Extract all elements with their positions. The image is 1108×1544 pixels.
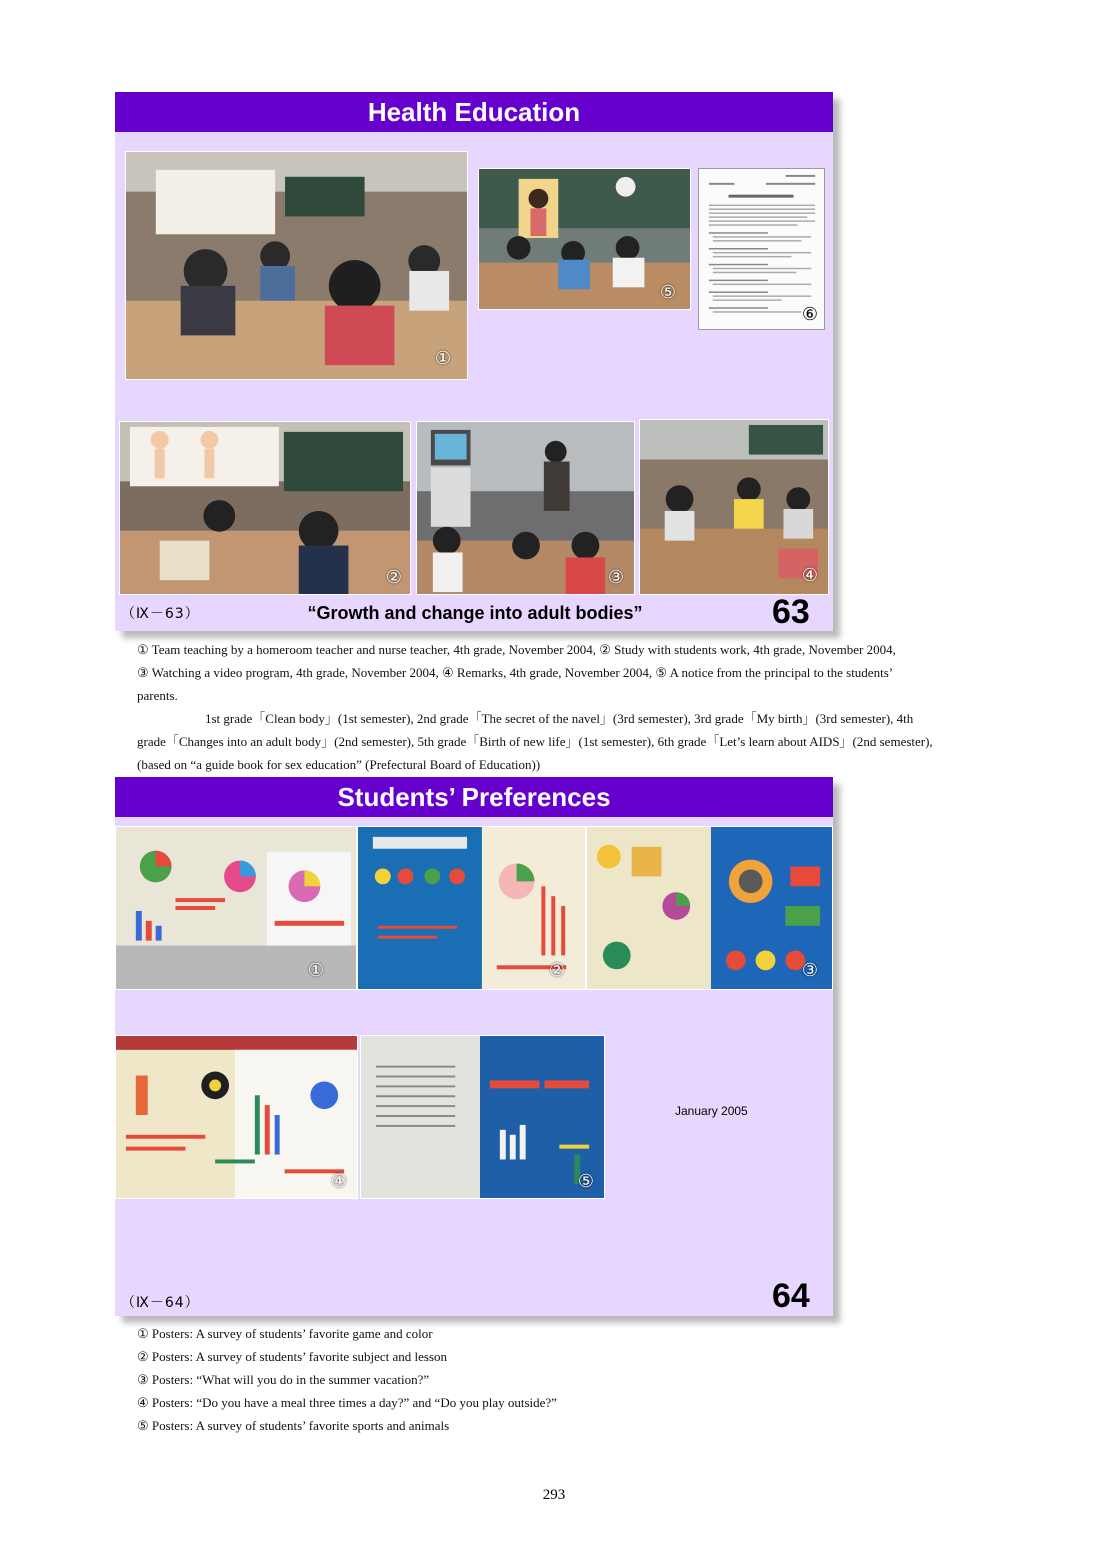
caption-line: ① Posters: A survey of students’ favorite game and color: [137, 1326, 433, 1341]
caption-line: 1st grade「Clean body」(1st semester), 2nd grade「The secret of the navel」(3rd semester), 3rd grade「My birth」(3rd semester), 4th: [205, 711, 914, 726]
photo-number: ④: [801, 565, 818, 586]
photo-number: ②: [385, 567, 402, 588]
caption-line: parents.: [137, 688, 178, 703]
photo-number: ④: [330, 1171, 347, 1192]
slide-health-education: [115, 92, 833, 631]
classroom-photo-1: [125, 151, 468, 380]
poster-photo-5: [360, 1035, 605, 1199]
caption-line: ③ Posters: “What will you do in the summer vacation?”: [137, 1372, 430, 1387]
slide-code: （Ⅸ－64）: [121, 1295, 200, 1311]
classroom-photo-2: [119, 421, 411, 595]
caption-line: ③ Watching a video program, 4th grade, November 2004, ④ Remarks, 4th grade, November 2004, ⑤ A notice from the principal to the students’: [137, 665, 894, 680]
photo-number: ⑤: [659, 282, 676, 303]
classroom-photo-3: [416, 421, 635, 595]
notice-document-photo-6: [698, 168, 825, 330]
photo-number: ①: [307, 960, 324, 981]
caption-line: ① Team teaching by a homeroom teacher and nurse teacher, 4th grade, November 2004, ② Study with students work, 4th grade, November 2004,: [137, 642, 896, 657]
page-number: 293: [542, 1487, 566, 1503]
poster-photo-1: [115, 826, 357, 990]
slide-students-preferences: [115, 777, 833, 1316]
caption-line: grade「Changes into an adult body」(2nd semester), 5th grade「Birth of new life」(1st semester), 6th grade「Let’s learn about AIDS」(2nd semester),: [137, 734, 933, 749]
date-label: January 2005: [675, 1104, 748, 1118]
slide-page-number: 63: [772, 593, 810, 631]
slide-code: （Ⅸ－63）: [121, 606, 200, 622]
poster-photo-3: [586, 826, 833, 990]
classroom-photo-5: [478, 168, 691, 310]
caption-line: (based on “a guide book for sex education” (Prefectural Board of Education)): [137, 757, 541, 772]
classroom-photo-4: [639, 419, 829, 595]
caption-slide-64: [137, 1322, 837, 1437]
caption-slide-63: [137, 638, 1012, 776]
caption-line: ⑤ Posters: A survey of students’ favorite sports and animals: [137, 1418, 450, 1433]
photo-number: ②: [548, 960, 565, 981]
slide-title: Health Education: [115, 92, 833, 132]
photo-number: ⑤: [577, 1171, 594, 1192]
slide-page-number: 64: [772, 1277, 810, 1315]
caption-line: ④ Posters: “Do you have a meal three times a day?” and “Do you play outside?”: [137, 1395, 557, 1410]
poster-photo-4: [115, 1035, 358, 1199]
photo-number: ③: [607, 567, 624, 588]
caption-line: ② Posters: A survey of students’ favorite subject and lesson: [137, 1349, 448, 1364]
photo-number: ①: [434, 348, 451, 369]
poster-photo-2: [357, 826, 586, 990]
photo-number: ⑥: [801, 304, 818, 325]
slide-title: Students’ Preferences: [115, 777, 833, 817]
photo-number: ③: [801, 960, 818, 981]
slide-subtitle: “Growth and change into adult bodies”: [307, 603, 643, 623]
